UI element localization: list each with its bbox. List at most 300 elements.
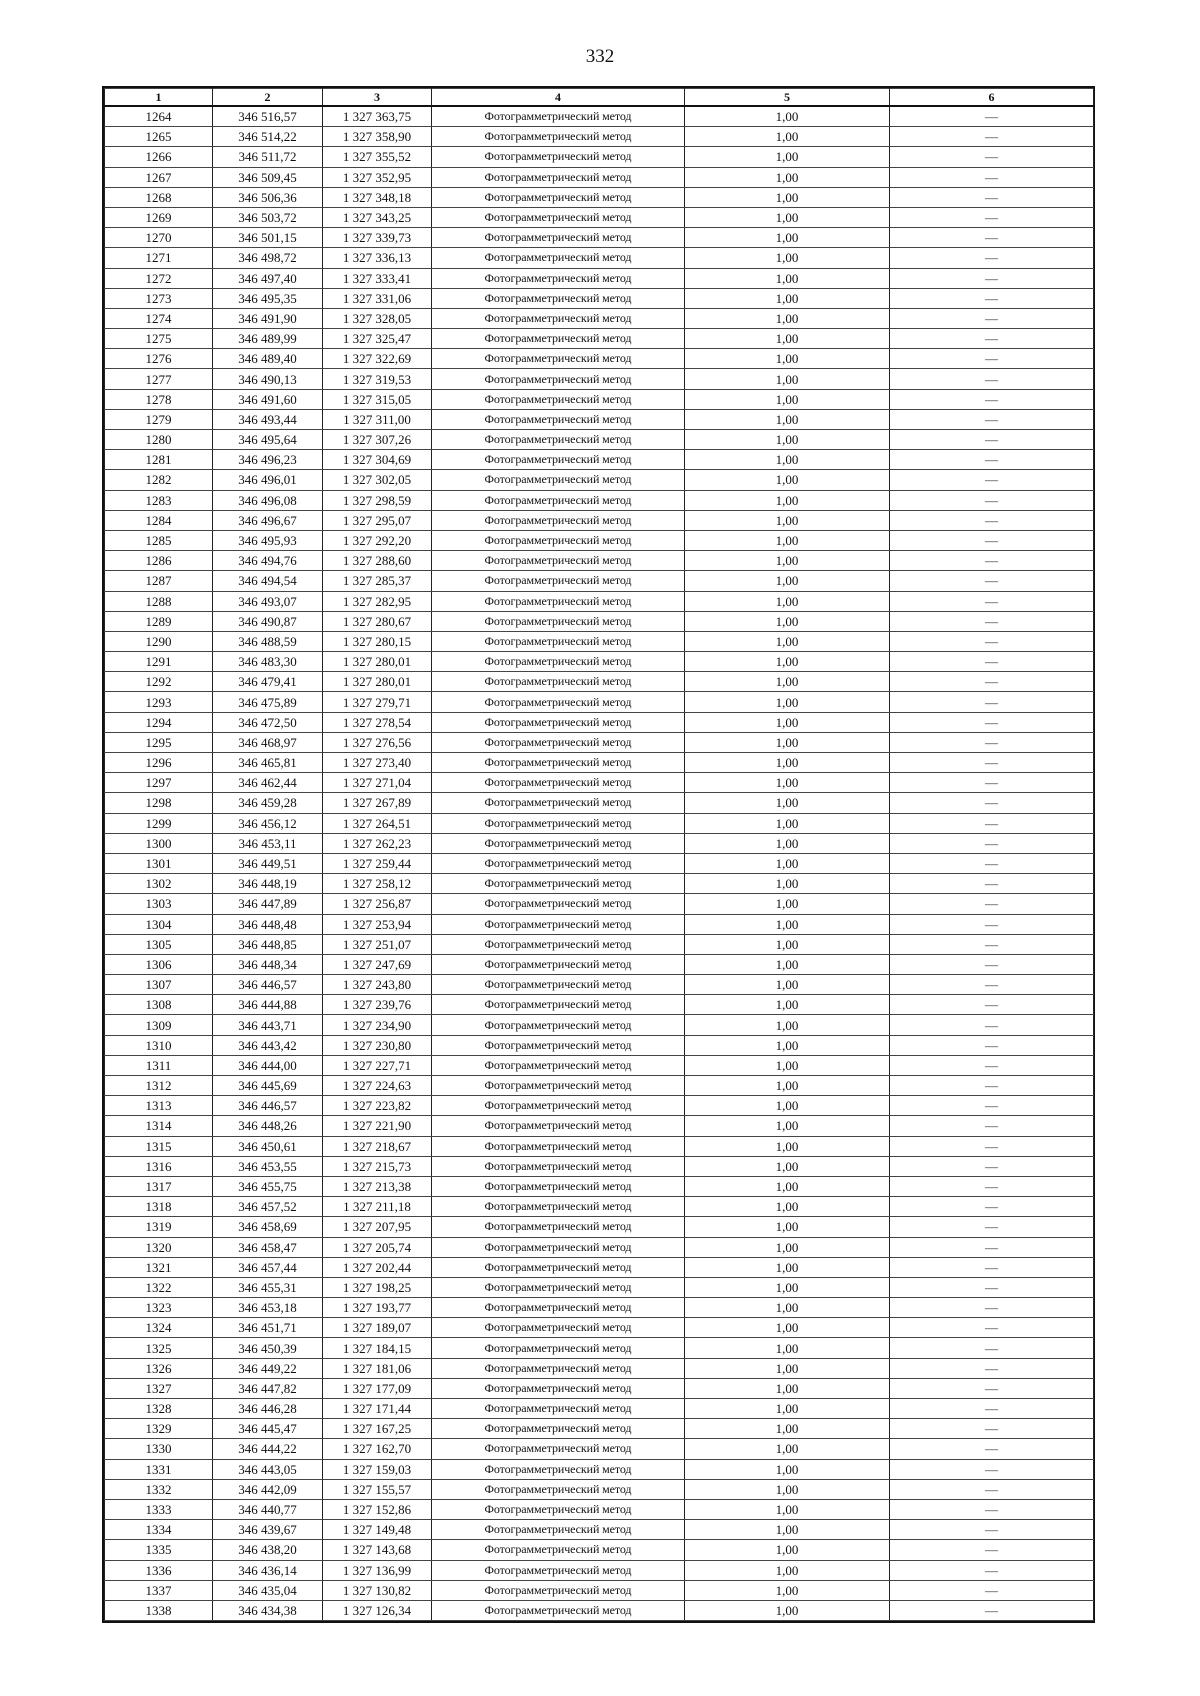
method-cell: Фотограмметрический метод (432, 954, 685, 974)
note-cell: — (890, 833, 1094, 853)
column-header: 1 (105, 89, 213, 107)
method-cell: Фотограмметрический метод (432, 1156, 685, 1176)
method-cell: Фотограмметрический метод (432, 631, 685, 651)
table-row (105, 1176, 1094, 1196)
point-number-cell: 1265 (105, 127, 213, 147)
accuracy-cell: 1,00 (685, 1580, 890, 1600)
table-row (105, 1055, 1094, 1075)
y-coordinate-cell: 1 327 339,73 (323, 228, 432, 248)
point-number-cell: 1288 (105, 591, 213, 611)
accuracy-cell: 1,00 (685, 1176, 890, 1196)
y-coordinate-cell: 1 327 155,57 (323, 1479, 432, 1499)
point-number-cell: 1299 (105, 813, 213, 833)
y-coordinate-cell: 1 327 247,69 (323, 954, 432, 974)
table-row (105, 308, 1094, 328)
note-cell: — (890, 1318, 1094, 1338)
method-cell: Фотограмметрический метод (432, 1560, 685, 1580)
method-cell: Фотограмметрический метод (432, 409, 685, 429)
method-cell: Фотограмметрический метод (432, 1600, 685, 1620)
accuracy-cell: 1,00 (685, 187, 890, 207)
accuracy-cell: 1,00 (685, 1540, 890, 1560)
note-cell: — (890, 1055, 1094, 1075)
point-number-cell: 1293 (105, 692, 213, 712)
accuracy-cell: 1,00 (685, 1197, 890, 1217)
y-coordinate-cell: 1 327 325,47 (323, 329, 432, 349)
note-cell: — (890, 853, 1094, 873)
note-cell: — (890, 1176, 1094, 1196)
y-coordinate-cell: 1 327 280,15 (323, 631, 432, 651)
note-cell: — (890, 954, 1094, 974)
y-coordinate-cell: 1 327 343,25 (323, 207, 432, 227)
point-number-cell: 1316 (105, 1156, 213, 1176)
x-coordinate-cell: 346 496,01 (213, 470, 323, 490)
x-coordinate-cell: 346 483,30 (213, 652, 323, 672)
y-coordinate-cell: 1 327 230,80 (323, 1035, 432, 1055)
x-coordinate-cell: 346 488,59 (213, 631, 323, 651)
method-cell: Фотограмметрический метод (432, 853, 685, 873)
accuracy-cell: 1,00 (685, 551, 890, 571)
accuracy-cell: 1,00 (685, 874, 890, 894)
note-cell: — (890, 1399, 1094, 1419)
point-number-cell: 1320 (105, 1237, 213, 1257)
x-coordinate-cell: 346 436,14 (213, 1560, 323, 1580)
x-coordinate-cell: 346 455,75 (213, 1176, 323, 1196)
x-coordinate-cell: 346 493,44 (213, 409, 323, 429)
x-coordinate-cell: 346 455,31 (213, 1277, 323, 1297)
accuracy-cell: 1,00 (685, 712, 890, 732)
accuracy-cell: 1,00 (685, 450, 890, 470)
point-number-cell: 1334 (105, 1520, 213, 1540)
note-cell: — (890, 975, 1094, 995)
point-number-cell: 1294 (105, 712, 213, 732)
method-cell: Фотограмметрический метод (432, 934, 685, 954)
note-cell: — (890, 1015, 1094, 1035)
y-coordinate-cell: 1 327 253,94 (323, 914, 432, 934)
x-coordinate-cell: 346 489,99 (213, 329, 323, 349)
table-row (105, 530, 1094, 550)
x-coordinate-cell: 346 450,61 (213, 1136, 323, 1156)
point-number-cell: 1330 (105, 1439, 213, 1459)
note-cell: — (890, 430, 1094, 450)
point-number-cell: 1314 (105, 1116, 213, 1136)
method-cell: Фотограмметрический метод (432, 228, 685, 248)
method-cell: Фотограмметрический метод (432, 732, 685, 752)
x-coordinate-cell: 346 446,57 (213, 975, 323, 995)
table-row (105, 329, 1094, 349)
note-cell: — (890, 1600, 1094, 1620)
accuracy-cell: 1,00 (685, 510, 890, 530)
method-cell: Фотограмметрический метод (432, 833, 685, 853)
table-row (105, 1318, 1094, 1338)
point-number-cell: 1306 (105, 954, 213, 974)
table-row (105, 349, 1094, 369)
point-number-cell: 1332 (105, 1479, 213, 1499)
method-cell: Фотограмметрический метод (432, 207, 685, 227)
y-coordinate-cell: 1 327 331,06 (323, 288, 432, 308)
accuracy-cell: 1,00 (685, 652, 890, 672)
coordinates-table (104, 88, 1094, 1621)
point-number-cell: 1269 (105, 207, 213, 227)
y-coordinate-cell: 1 327 282,95 (323, 591, 432, 611)
method-cell: Фотограмметрический метод (432, 1035, 685, 1055)
accuracy-cell: 1,00 (685, 349, 890, 369)
point-number-cell: 1311 (105, 1055, 213, 1075)
point-number-cell: 1336 (105, 1560, 213, 1580)
y-coordinate-cell: 1 327 288,60 (323, 551, 432, 571)
table-row (105, 106, 1094, 127)
x-coordinate-cell: 346 491,90 (213, 308, 323, 328)
x-coordinate-cell: 346 449,22 (213, 1358, 323, 1378)
accuracy-cell: 1,00 (685, 228, 890, 248)
y-coordinate-cell: 1 327 315,05 (323, 389, 432, 409)
table-row (105, 894, 1094, 914)
table-row (105, 1419, 1094, 1439)
y-coordinate-cell: 1 327 258,12 (323, 874, 432, 894)
method-cell: Фотограмметрический метод (432, 1237, 685, 1257)
note-cell: — (890, 510, 1094, 530)
method-cell: Фотограмметрический метод (432, 187, 685, 207)
accuracy-cell: 1,00 (685, 308, 890, 328)
accuracy-cell: 1,00 (685, 1076, 890, 1096)
point-number-cell: 1303 (105, 894, 213, 914)
method-cell: Фотограмметрический метод (432, 753, 685, 773)
method-cell: Фотограмметрический метод (432, 470, 685, 490)
table-row (105, 934, 1094, 954)
method-cell: Фотограмметрический метод (432, 551, 685, 571)
table-row (105, 1257, 1094, 1277)
table-row (105, 1076, 1094, 1096)
x-coordinate-cell: 346 438,20 (213, 1540, 323, 1560)
accuracy-cell: 1,00 (685, 1399, 890, 1419)
accuracy-cell: 1,00 (685, 732, 890, 752)
x-coordinate-cell: 346 465,81 (213, 753, 323, 773)
accuracy-cell: 1,00 (685, 995, 890, 1015)
note-cell: — (890, 1116, 1094, 1136)
point-number-cell: 1298 (105, 793, 213, 813)
point-number-cell: 1292 (105, 672, 213, 692)
table-row (105, 1399, 1094, 1419)
method-cell: Фотограмметрический метод (432, 1318, 685, 1338)
note-cell: — (890, 187, 1094, 207)
accuracy-cell: 1,00 (685, 530, 890, 550)
table-row (105, 389, 1094, 409)
table-row (105, 1156, 1094, 1176)
x-coordinate-cell: 346 495,93 (213, 530, 323, 550)
note-cell: — (890, 1338, 1094, 1358)
x-coordinate-cell: 346 496,23 (213, 450, 323, 470)
method-cell: Фотограмметрический метод (432, 1580, 685, 1600)
point-number-cell: 1276 (105, 349, 213, 369)
y-coordinate-cell: 1 327 184,15 (323, 1338, 432, 1358)
accuracy-cell: 1,00 (685, 611, 890, 631)
table-header-row (105, 89, 1094, 107)
point-number-cell: 1287 (105, 571, 213, 591)
point-number-cell: 1335 (105, 1540, 213, 1560)
accuracy-cell: 1,00 (685, 1459, 890, 1479)
method-cell: Фотограмметрический метод (432, 288, 685, 308)
x-coordinate-cell: 346 494,76 (213, 551, 323, 571)
y-coordinate-cell: 1 327 307,26 (323, 430, 432, 450)
y-coordinate-cell: 1 327 352,95 (323, 167, 432, 187)
x-coordinate-cell: 346 440,77 (213, 1499, 323, 1519)
table-row (105, 1600, 1094, 1620)
method-cell: Фотограмметрический метод (432, 591, 685, 611)
method-cell: Фотограмметрический метод (432, 1298, 685, 1318)
accuracy-cell: 1,00 (685, 1318, 890, 1338)
accuracy-cell: 1,00 (685, 1358, 890, 1378)
point-number-cell: 1319 (105, 1217, 213, 1237)
y-coordinate-cell: 1 327 311,00 (323, 409, 432, 429)
y-coordinate-cell: 1 327 319,53 (323, 369, 432, 389)
y-coordinate-cell: 1 327 264,51 (323, 813, 432, 833)
accuracy-cell: 1,00 (685, 672, 890, 692)
table-row (105, 611, 1094, 631)
point-number-cell: 1275 (105, 329, 213, 349)
point-number-cell: 1286 (105, 551, 213, 571)
point-number-cell: 1327 (105, 1378, 213, 1398)
x-coordinate-cell: 346 490,87 (213, 611, 323, 631)
note-cell: — (890, 308, 1094, 328)
x-coordinate-cell: 346 457,44 (213, 1257, 323, 1277)
note-cell: — (890, 207, 1094, 227)
table-row (105, 833, 1094, 853)
accuracy-cell: 1,00 (685, 914, 890, 934)
column-header: 2 (213, 89, 323, 107)
note-cell: — (890, 268, 1094, 288)
table-row (105, 409, 1094, 429)
x-coordinate-cell: 346 509,45 (213, 167, 323, 187)
column-header: 3 (323, 89, 432, 107)
table-row (105, 167, 1094, 187)
x-coordinate-cell: 346 506,36 (213, 187, 323, 207)
coordinates-table-frame (102, 86, 1095, 1623)
note-cell: — (890, 1459, 1094, 1479)
point-number-cell: 1300 (105, 833, 213, 853)
method-cell: Фотограмметрический метод (432, 1459, 685, 1479)
method-cell: Фотограмметрический метод (432, 894, 685, 914)
x-coordinate-cell: 346 451,71 (213, 1318, 323, 1338)
y-coordinate-cell: 1 327 355,52 (323, 147, 432, 167)
y-coordinate-cell: 1 327 280,01 (323, 652, 432, 672)
x-coordinate-cell: 346 496,08 (213, 490, 323, 510)
table-row (105, 1338, 1094, 1358)
note-cell: — (890, 692, 1094, 712)
point-number-cell: 1284 (105, 510, 213, 530)
table-row (105, 1378, 1094, 1398)
x-coordinate-cell: 346 491,60 (213, 389, 323, 409)
note-cell: — (890, 127, 1094, 147)
accuracy-cell: 1,00 (685, 975, 890, 995)
x-coordinate-cell: 346 447,89 (213, 894, 323, 914)
note-cell: — (890, 409, 1094, 429)
x-coordinate-cell: 346 493,07 (213, 591, 323, 611)
note-cell: — (890, 1277, 1094, 1297)
table-row (105, 1277, 1094, 1297)
y-coordinate-cell: 1 327 292,20 (323, 530, 432, 550)
table-row (105, 187, 1094, 207)
y-coordinate-cell: 1 327 152,86 (323, 1499, 432, 1519)
note-cell: — (890, 167, 1094, 187)
table-row (105, 268, 1094, 288)
y-coordinate-cell: 1 327 348,18 (323, 187, 432, 207)
x-coordinate-cell: 346 449,51 (213, 853, 323, 873)
note-cell: — (890, 1520, 1094, 1540)
x-coordinate-cell: 346 496,67 (213, 510, 323, 530)
point-number-cell: 1329 (105, 1419, 213, 1439)
table-row (105, 914, 1094, 934)
point-number-cell: 1333 (105, 1499, 213, 1519)
note-cell: — (890, 450, 1094, 470)
note-cell: — (890, 1358, 1094, 1378)
table-row (105, 652, 1094, 672)
accuracy-cell: 1,00 (685, 591, 890, 611)
x-coordinate-cell: 346 439,67 (213, 1520, 323, 1540)
accuracy-cell: 1,00 (685, 631, 890, 651)
note-cell: — (890, 369, 1094, 389)
point-number-cell: 1290 (105, 631, 213, 651)
y-coordinate-cell: 1 327 202,44 (323, 1257, 432, 1277)
point-number-cell: 1337 (105, 1580, 213, 1600)
y-coordinate-cell: 1 327 198,25 (323, 1277, 432, 1297)
note-cell: — (890, 1096, 1094, 1116)
table-row (105, 228, 1094, 248)
table-row (105, 288, 1094, 308)
point-number-cell: 1280 (105, 430, 213, 450)
point-number-cell: 1312 (105, 1076, 213, 1096)
point-number-cell: 1282 (105, 470, 213, 490)
method-cell: Фотограмметрический метод (432, 349, 685, 369)
y-coordinate-cell: 1 327 276,56 (323, 732, 432, 752)
method-cell: Фотограмметрический метод (432, 1499, 685, 1519)
method-cell: Фотограмметрический метод (432, 106, 685, 127)
table-row (105, 975, 1094, 995)
accuracy-cell: 1,00 (685, 1419, 890, 1439)
x-coordinate-cell: 346 448,19 (213, 874, 323, 894)
x-coordinate-cell: 346 453,55 (213, 1156, 323, 1176)
y-coordinate-cell: 1 327 205,74 (323, 1237, 432, 1257)
y-coordinate-cell: 1 327 130,82 (323, 1580, 432, 1600)
point-number-cell: 1285 (105, 530, 213, 550)
x-coordinate-cell: 346 442,09 (213, 1479, 323, 1499)
accuracy-cell: 1,00 (685, 1520, 890, 1540)
table-row (105, 793, 1094, 813)
note-cell: — (890, 389, 1094, 409)
table-row (105, 874, 1094, 894)
note-cell: — (890, 793, 1094, 813)
method-cell: Фотограмметрический метод (432, 147, 685, 167)
method-cell: Фотограмметрический метод (432, 813, 685, 833)
method-cell: Фотограмметрический метод (432, 773, 685, 793)
point-number-cell: 1267 (105, 167, 213, 187)
note-cell: — (890, 349, 1094, 369)
table-row (105, 692, 1094, 712)
x-coordinate-cell: 346 490,13 (213, 369, 323, 389)
note-cell: — (890, 1419, 1094, 1439)
point-number-cell: 1318 (105, 1197, 213, 1217)
table-row (105, 248, 1094, 268)
note-cell: — (890, 995, 1094, 1015)
accuracy-cell: 1,00 (685, 793, 890, 813)
note-cell: — (890, 106, 1094, 127)
table-row (105, 1035, 1094, 1055)
x-coordinate-cell: 346 445,69 (213, 1076, 323, 1096)
table-row (105, 672, 1094, 692)
table-row (105, 773, 1094, 793)
x-coordinate-cell: 346 501,15 (213, 228, 323, 248)
method-cell: Фотограмметрический метод (432, 1419, 685, 1439)
x-coordinate-cell: 346 448,48 (213, 914, 323, 934)
y-coordinate-cell: 1 327 256,87 (323, 894, 432, 914)
note-cell: — (890, 248, 1094, 268)
table-row (105, 551, 1094, 571)
table-row (105, 450, 1094, 470)
y-coordinate-cell: 1 327 221,90 (323, 1116, 432, 1136)
point-number-cell: 1310 (105, 1035, 213, 1055)
note-cell: — (890, 571, 1094, 591)
accuracy-cell: 1,00 (685, 389, 890, 409)
x-coordinate-cell: 346 468,97 (213, 732, 323, 752)
x-coordinate-cell: 346 444,00 (213, 1055, 323, 1075)
y-coordinate-cell: 1 327 223,82 (323, 1096, 432, 1116)
method-cell: Фотограмметрический метод (432, 652, 685, 672)
table-row (105, 430, 1094, 450)
point-number-cell: 1281 (105, 450, 213, 470)
table-row (105, 207, 1094, 227)
note-cell: — (890, 732, 1094, 752)
note-cell: — (890, 753, 1094, 773)
x-coordinate-cell: 346 475,89 (213, 692, 323, 712)
x-coordinate-cell: 346 494,54 (213, 571, 323, 591)
point-number-cell: 1317 (105, 1176, 213, 1196)
y-coordinate-cell: 1 327 234,90 (323, 1015, 432, 1035)
method-cell: Фотограмметрический метод (432, 1217, 685, 1237)
accuracy-cell: 1,00 (685, 248, 890, 268)
method-cell: Фотограмметрический метод (432, 510, 685, 530)
table-row (105, 1298, 1094, 1318)
note-cell: — (890, 631, 1094, 651)
point-number-cell: 1308 (105, 995, 213, 1015)
point-number-cell: 1324 (105, 1318, 213, 1338)
table-body (105, 106, 1094, 1621)
method-cell: Фотограмметрический метод (432, 389, 685, 409)
x-coordinate-cell: 346 443,71 (213, 1015, 323, 1035)
table-row (105, 1560, 1094, 1580)
method-cell: Фотограмметрический метод (432, 248, 685, 268)
accuracy-cell: 1,00 (685, 833, 890, 853)
x-coordinate-cell: 346 462,44 (213, 773, 323, 793)
y-coordinate-cell: 1 327 279,71 (323, 692, 432, 712)
y-coordinate-cell: 1 327 363,75 (323, 106, 432, 127)
accuracy-cell: 1,00 (685, 753, 890, 773)
table-row (105, 995, 1094, 1015)
table-row (105, 753, 1094, 773)
note-cell: — (890, 1035, 1094, 1055)
method-cell: Фотограмметрический метод (432, 1197, 685, 1217)
x-coordinate-cell: 346 497,40 (213, 268, 323, 288)
note-cell: — (890, 1237, 1094, 1257)
method-cell: Фотограмметрический метод (432, 1176, 685, 1196)
table-row (105, 369, 1094, 389)
y-coordinate-cell: 1 327 322,69 (323, 349, 432, 369)
x-coordinate-cell: 346 453,11 (213, 833, 323, 853)
x-coordinate-cell: 346 453,18 (213, 1298, 323, 1318)
method-cell: Фотограмметрический метод (432, 611, 685, 631)
x-coordinate-cell: 346 443,42 (213, 1035, 323, 1055)
point-number-cell: 1302 (105, 874, 213, 894)
y-coordinate-cell: 1 327 211,18 (323, 1197, 432, 1217)
table-row (105, 1499, 1094, 1519)
method-cell: Фотограмметрический метод (432, 127, 685, 147)
